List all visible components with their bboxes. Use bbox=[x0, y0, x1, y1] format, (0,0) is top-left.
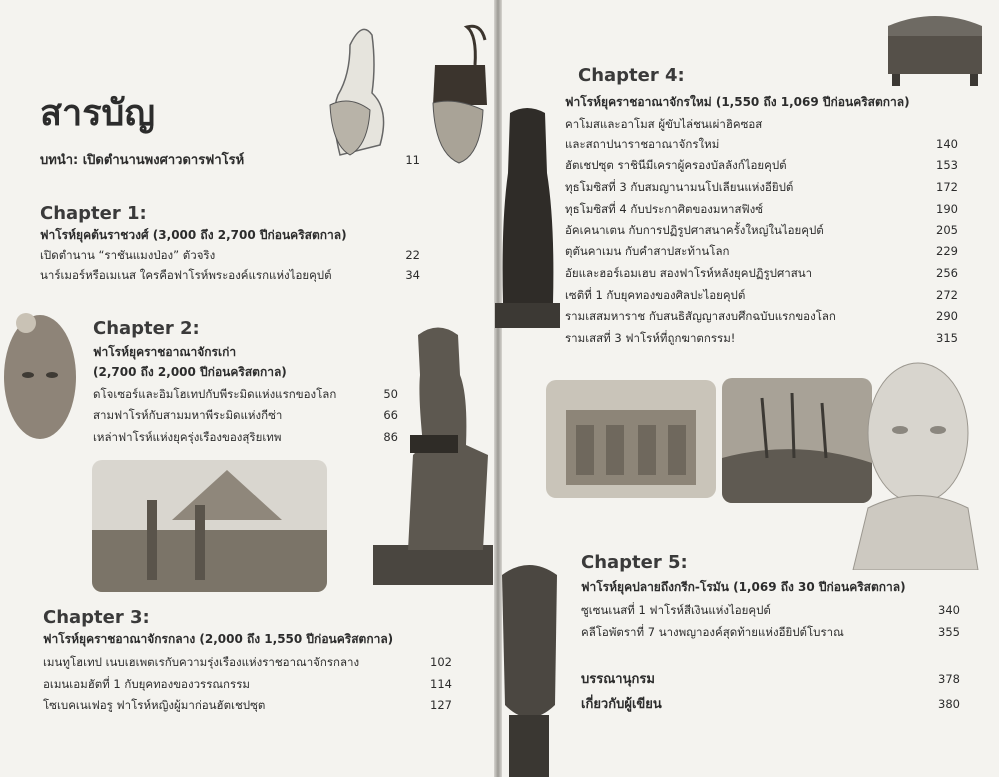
chapter-4-heading: Chapter 4: bbox=[578, 65, 685, 86]
black-statue-icon bbox=[495, 103, 560, 328]
toc-page: 190 bbox=[936, 202, 958, 216]
roman-bust-icon bbox=[848, 358, 983, 570]
toc-page: 256 bbox=[936, 266, 958, 280]
toc-entry[interactable]: เปิดตำนาน “ราชันแมงป่อง” ตัวจริง bbox=[40, 248, 216, 262]
about-author-entry[interactable]: เกี่ยวกับผู้เขียน bbox=[581, 697, 662, 712]
toc-page: 102 bbox=[430, 655, 452, 669]
toc-page: 355 bbox=[938, 625, 960, 639]
toc-page: 140 bbox=[936, 137, 958, 151]
bibliography-entry[interactable]: บรรณานุกรม bbox=[581, 672, 655, 687]
toc-entry[interactable]: ดโจเซอร์และอิมโฮเทปกับพีระมิดแห่งแรกของโลก bbox=[93, 387, 337, 401]
seated-statue-icon bbox=[368, 315, 498, 590]
chapter-2-subtitle-dates: (2,700 ถึง 2,000 ปีก่อนคริสตกาล) bbox=[93, 365, 287, 379]
toc-page: 380 bbox=[938, 697, 960, 711]
toc-entry[interactable]: รามเสสที่ 3 ฟาโรห์ที่ถูกฆาตกรรม! bbox=[565, 331, 736, 345]
pharaoh-head-icon bbox=[497, 555, 562, 777]
toc-page: 34 bbox=[405, 268, 420, 282]
temple-photo-icon bbox=[546, 380, 716, 498]
toc-page: 153 bbox=[936, 158, 958, 172]
toc-page: 22 bbox=[405, 248, 420, 262]
toc-page: 127 bbox=[430, 698, 452, 712]
toc-entry[interactable]: ฮัตเชปซุต ราชินีมีเคราผู้ครองบัลลังก์ไอยคุปต์ bbox=[565, 158, 787, 172]
toc-entry[interactable]: เหล่าฟาโรห์แห่งยุครุ่งเรืองของสุริยเทพ bbox=[93, 430, 282, 444]
toc-entry[interactable]: คาโมสและอาโมส ผู้ขับไล่ชนเผ่าฮิคซอส bbox=[565, 117, 763, 131]
toc-entry[interactable]: อัยและฮอร์เอมเฮบ สองฟาโรห์หลังยุคปฏิรูปศาสนา bbox=[565, 266, 813, 280]
toc-entry[interactable]: คลีโอพัตราที่ 7 นางพญาองค์สุดท้ายแห่งอียิปต์โบราณ bbox=[581, 625, 844, 639]
chapter-4-subtitle: ฟาโรห์ยุคราชอาณาจักรใหม่ (1,550 ถึง 1,069 ปีก่อนคริสตกาล) bbox=[565, 95, 910, 109]
chapter-3-heading: Chapter 3: bbox=[43, 607, 150, 628]
intro-page: 11 bbox=[405, 153, 420, 167]
toc-entry[interactable]: และสถาปนาราชอาณาจักรใหม่ bbox=[565, 137, 720, 151]
chapter-2-heading: Chapter 2: bbox=[93, 318, 200, 339]
toc-entry[interactable]: รามเสสมหาราช กับสนธิสัญญาสงบศึกฉบับแรกของโลก bbox=[565, 309, 836, 323]
toc-entry[interactable]: ซูเซนเนสที่ 1 ฟาโรห์สีเงินแห่งไอยคุปต์ bbox=[581, 603, 771, 617]
toc-page: 66 bbox=[383, 408, 398, 422]
page-title: สารบัญ bbox=[40, 93, 156, 134]
chapter-5-subtitle: ฟาโรห์ยุคปลายถึงกรีก-โรมัน (1,069 ถึง 30 ปีก่อนคริสตกาล) bbox=[581, 580, 906, 594]
pharaoh-red-crown-icon bbox=[415, 15, 505, 165]
toc-page: 340 bbox=[938, 603, 960, 617]
toc-page: 290 bbox=[936, 309, 958, 323]
toc-page: 315 bbox=[936, 331, 958, 345]
toc-entry[interactable]: นาร์เมอร์หรือเมเนส ใครคือฟาโรห์พระองค์แรกแห่งไอยคุปต์ bbox=[40, 268, 332, 282]
chest-icon bbox=[880, 6, 990, 88]
stone-head-sculpture-icon bbox=[0, 305, 80, 445]
chapter-3-subtitle: ฟาโรห์ยุคราชอาณาจักรกลาง (2,000 ถึง 1,550 ปีก่อนคริสตกาล) bbox=[43, 632, 394, 646]
toc-page: 86 bbox=[383, 430, 398, 444]
ruins-photo-icon bbox=[92, 460, 327, 592]
toc-page: 172 bbox=[936, 180, 958, 194]
toc-entry[interactable]: อเมนเอมฮัตที่ 1 กับยุคทองของวรรณกรรม bbox=[43, 677, 250, 691]
toc-entry[interactable]: ตุตันคาเมน กับคำสาปสะท้านโลก bbox=[565, 244, 730, 258]
chapter-5-heading: Chapter 5: bbox=[581, 552, 688, 573]
toc-entry[interactable]: ทุธโมซิสที่ 3 กับสมญานามนโปเลียนแห่งอียิปต์ bbox=[565, 180, 794, 194]
toc-page: 205 bbox=[936, 223, 958, 237]
toc-page: 114 bbox=[430, 677, 452, 691]
toc-page: 378 bbox=[938, 672, 960, 686]
toc-entry[interactable]: โซเบคเนเฟอรู ฟาโรห์หญิงผู้มาก่อนฮัตเชปซุต bbox=[43, 698, 266, 712]
toc-page: 50 bbox=[383, 387, 398, 401]
toc-entry[interactable]: เซติที่ 1 กับยุคทองของศิลปะไอยคุปต์ bbox=[565, 288, 746, 302]
toc-entry[interactable]: อัคเคนาเตน กับการปฏิรูปศาสนาครั้งใหญ่ในไอยคุปต์ bbox=[565, 223, 824, 237]
toc-page: 229 bbox=[936, 244, 958, 258]
chapter-2-subtitle: ฟาโรห์ยุคราชอาณาจักรเก่า bbox=[93, 345, 237, 359]
toc-entry[interactable]: ทุธโมซิสที่ 4 กับประกาศิตของมหาสฟิงซ์ bbox=[565, 202, 764, 216]
toc-entry[interactable]: เมนทูโฮเทป เนบเฮเพตเรกับความรุ่งเรืองแห่งราชอาณาจักรกลาง bbox=[43, 655, 360, 669]
chapter-1-subtitle: ฟาโรห์ยุคต้นราชวงศ์ (3,000 ถึง 2,700 ปีก่อนคริสตกาล) bbox=[40, 228, 347, 242]
toc-entry[interactable]: สามฟาโรห์กับสามมหาพีระมิดแห่งกีซ่า bbox=[93, 408, 283, 422]
pharaoh-head-illustration-icon bbox=[310, 15, 420, 165]
intro-title[interactable]: บทนำ: เปิดตำนานพงศาวดารฟาโรห์ bbox=[40, 153, 245, 168]
toc-page: 272 bbox=[936, 288, 958, 302]
chapter-1-heading: Chapter 1: bbox=[40, 203, 147, 224]
